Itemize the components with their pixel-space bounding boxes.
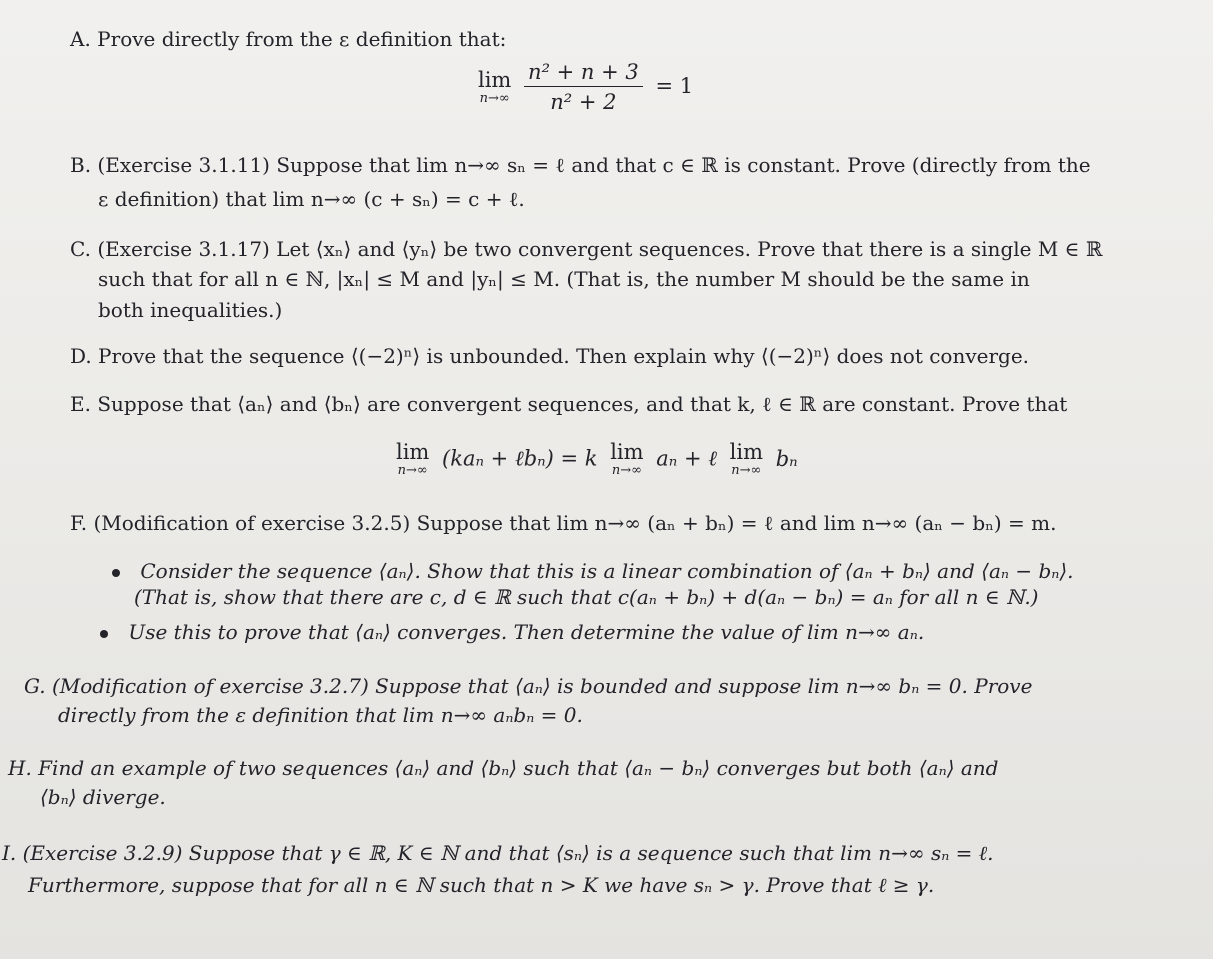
fraction-numerator: n² + n + 3 — [524, 60, 643, 87]
problem-a-display-equation — [478, 60, 693, 114]
problem-g-line-2: directly from the ε definition that lim n→∞ aₙbₙ = 0. — [58, 703, 583, 727]
problem-h-line-2: ⟨bₙ⟩ diverge. — [40, 785, 166, 809]
problem-a-statement: Prove directly from the ε definition that: — [97, 27, 507, 51]
problem-d-label: D. — [70, 344, 92, 368]
limit-operator: lim n→∞ — [610, 440, 644, 478]
problem-g-line-1: G. (Modification of exercise 3.2.7) Suppose that ⟨aₙ⟩ is bounded and suppose lim n→∞ bₙ = 0. Prove — [24, 674, 1033, 698]
problem-f-bullet-2: Use this to prove that ⟨aₙ⟩ converges. Then determine the value of lim n→∞ aₙ. — [100, 619, 924, 645]
limit-operator: lim n→∞ — [478, 68, 512, 106]
fraction-denominator: n² + 2 — [550, 90, 617, 114]
problem-h-label: H. — [8, 756, 32, 780]
problem-c-line-1: C. (Exercise 3.1.17) Let ⟨xₙ⟩ and ⟨yₙ⟩ be two convergent sequences. Prove that there is a single M ∈ ℝ — [70, 237, 1103, 261]
problem-c-label: C. — [70, 237, 91, 261]
problem-i-line-1: I. (Exercise 3.2.9) Suppose that γ ∈ ℝ, K ∈ ℕ and that ⟨sₙ⟩ is a sequence such that lim n→∞ sₙ = ℓ. — [2, 841, 994, 865]
problem-a-label: A. — [70, 27, 91, 51]
problem-b-line-2: ε definition) that lim n→∞ (c + sₙ) = c + ℓ. — [98, 187, 525, 211]
equation-rhs: = 1 — [655, 73, 694, 98]
problem-f-label: F. — [70, 511, 88, 535]
problem-i-label: I. — [2, 841, 17, 865]
problem-g-label: G. — [24, 674, 46, 698]
problem-e-label: E. — [70, 392, 91, 416]
bullet-icon — [112, 569, 120, 577]
problem-f-bullet-1: Consider the sequence ⟨aₙ⟩. Show that this is a linear combination of ⟨aₙ + bₙ⟩ and ⟨aₙ − bₙ⟩. — [112, 558, 1074, 584]
problem-c-line-3: both inequalities.) — [98, 298, 283, 322]
limit-operator: lim n→∞ — [396, 440, 430, 478]
problem-e-display-equation: lim n→∞ (kaₙ + ℓbₙ) = k lim n→∞ aₙ + ℓ lim n→∞ bₙ — [396, 440, 798, 478]
problem-b-line-1: B. (Exercise 3.1.11) Suppose that lim n→∞ sₙ = ℓ and that c ∈ ℝ is constant. Prove (directly from the — [70, 153, 1091, 177]
problem-b-label: B. — [70, 153, 92, 177]
fraction — [524, 60, 643, 114]
problem-e-text: E. Suppose that ⟨aₙ⟩ and ⟨bₙ⟩ are convergent sequences, and that k, ℓ ∈ ℝ are constant. Prove that — [70, 392, 1068, 416]
problem-d-text: D. Prove that the sequence ⟨(−2)ⁿ⟩ is unbounded. Then explain why ⟨(−2)ⁿ⟩ does not converge. — [70, 344, 1030, 368]
problem-f-text: F. (Modification of exercise 3.2.5) Suppose that lim n→∞ (aₙ + bₙ) = ℓ and lim n→∞ (aₙ − bₙ) = m. — [70, 511, 1057, 535]
problem-i-line-2: Furthermore, suppose that for all n ∈ ℕ such that n > K we have sₙ > γ. Prove that ℓ ≥ γ. — [28, 873, 935, 897]
problem-a-text — [70, 26, 506, 52]
limit-operator: lim n→∞ — [729, 440, 764, 478]
problem-f-bullet-1-line-2: (That is, show that there are c, d ∈ ℝ such that c(aₙ + bₙ) + d(aₙ − bₙ) = aₙ for all n ∈ ℕ.) — [134, 585, 1039, 609]
problem-h-line-1: H. Find an example of two sequences ⟨aₙ⟩ and ⟨bₙ⟩ such that ⟨aₙ − bₙ⟩ converges but both ⟨aₙ⟩ and — [8, 756, 999, 780]
bullet-icon — [100, 630, 108, 638]
problem-c-line-2: such that for all n ∈ ℕ, |xₙ| ≤ M and |yₙ| ≤ M. (That is, the number M should be the same in — [98, 267, 1030, 291]
